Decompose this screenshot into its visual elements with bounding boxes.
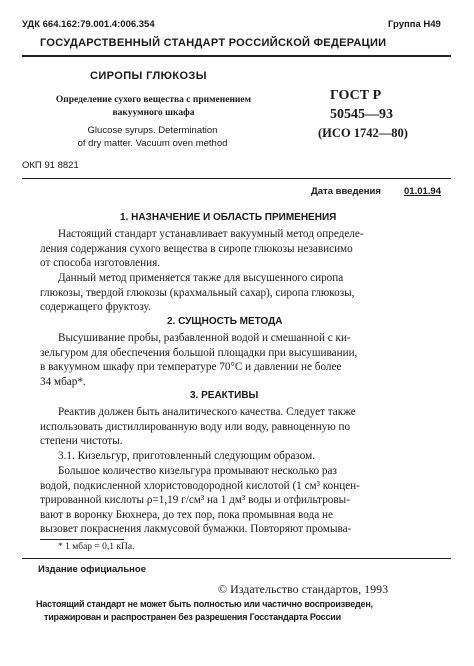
gost-label: ГОСТ Р	[330, 88, 382, 103]
subtitle-ru-line-2: вакуумного шкафа	[112, 108, 195, 118]
s3-p1-line-3: степени чистоты.	[40, 435, 123, 448]
footnote-text: * 1 мбар = 0,1 кПа.	[58, 542, 135, 552]
s3-p1-line-2: использовать дистиллированную воду или воду, равноценную по	[40, 420, 351, 433]
s1-p2-line-1: Данный метод применяется также для высушенного сиропа	[58, 272, 344, 284]
udk-code: УДК 664.162:79.001.4:006.354	[22, 19, 155, 30]
subtitle-ru-line-1: Определение сухого вещества с применением	[55, 95, 252, 105]
group-code: Группа Н49	[388, 19, 441, 30]
section-1-paragraph-2	[40, 271, 440, 315]
s1-p2-line-2: глюкозы, твердой глюкозы (крахмальный сахар), сиропа глюкозы,	[40, 286, 355, 299]
reproduction-notice-line-1: Настоящий стандарт не может быть полностью или частично воспроизведен,	[36, 599, 373, 609]
s1-p1-line-3: от способа изготовления.	[40, 257, 161, 270]
s3-p1-line-1: Реактив должен быть аналитического качества. Следует также	[58, 406, 356, 418]
s3-p3-line-1: Большое количество кизельгура промывают несколько раз	[58, 465, 337, 477]
s1-p1-line-1: Настоящий стандарт устанавливает вакуумный метод определе-	[58, 228, 364, 240]
section-3-heading: 3. РЕАКТИВЫ	[190, 390, 259, 401]
title-en-line-1: Glucose syrups. Determination	[87, 125, 218, 136]
date-value: 01.01.94	[404, 186, 441, 197]
section-2-heading: 2. СУЩНОСТЬ МЕТОДА	[167, 316, 283, 327]
iso-reference: (ИСО 1742—80)	[318, 126, 408, 140]
s3-p3-line-3: трированной кислоты ρ=1,19 г/см³ на 1 дм³ воды и отфильтровы-	[40, 494, 350, 507]
s2-p1-line-3: в вакуумном шкафу при температуре 70°С и давлении не более	[40, 361, 342, 374]
s2-p1-line-4: 34 мбар*.	[40, 375, 86, 388]
title-en-line-2: of dry matter. Vacuum oven method	[77, 138, 228, 149]
header-rule	[22, 55, 451, 57]
section-2-paragraph-1	[40, 331, 440, 389]
edition-label: Издание официальное	[38, 564, 146, 575]
okp-code: ОКП 91 8821	[22, 160, 79, 171]
document-title: СИРОПЫ ГЛЮКОЗЫ	[90, 70, 207, 82]
section-1-heading: 1. НАЗНАЧЕНИЕ И ОБЛАСТЬ ПРИМЕНЕНИЯ	[120, 212, 337, 223]
date-label: Дата введения	[311, 186, 381, 197]
section-3-paragraph-3	[40, 464, 440, 537]
footnote-rule	[40, 539, 124, 540]
s3-p3-line-4: вают в воронку Бюхнера, до тех пор, пока промывная вода не	[40, 508, 333, 521]
s1-p2-line-3: содержащего фруктозу.	[40, 301, 151, 314]
footer-rule	[22, 558, 451, 559]
copyright-notice: © Издательство стандартов, 1993	[218, 582, 389, 596]
title-block-rule	[22, 178, 451, 179]
s3-p3-line-2: водой, подкисленной хлористоводородной кислотой (1 см³ концен-	[40, 479, 360, 492]
section-3-paragraph-1	[40, 405, 440, 449]
section-1-paragraph-1	[40, 227, 440, 271]
standard-title: ГОСУДАРСТВЕННЫЙ СТАНДАРТ РОССИЙСКОЙ ФЕДЕРАЦИИ	[40, 37, 387, 49]
s3-p3-line-5: вызовет покраснения лакмусовой бумажки. Повторяют промыва-	[40, 523, 352, 536]
s2-p1-line-2: зельгуром для обеспечения большой площадки при высушивании,	[40, 346, 358, 359]
s3-p2-line-1: 3.1. Кизельгур, приготовленный следующим образом.	[58, 450, 316, 462]
s1-p1-line-2: ления содержания сухого вещества в сиропе глюкозы независимо	[40, 242, 353, 255]
gost-number: 50545—93	[330, 107, 393, 122]
section-3-paragraph-2	[40, 449, 440, 464]
s2-p1-line-1: Высушивание пробы, разбавленной водой и смешанной с ки-	[58, 332, 351, 344]
reproduction-notice-line-2: тиражирован и распространен без разрешения Госстандарта России	[44, 612, 341, 622]
